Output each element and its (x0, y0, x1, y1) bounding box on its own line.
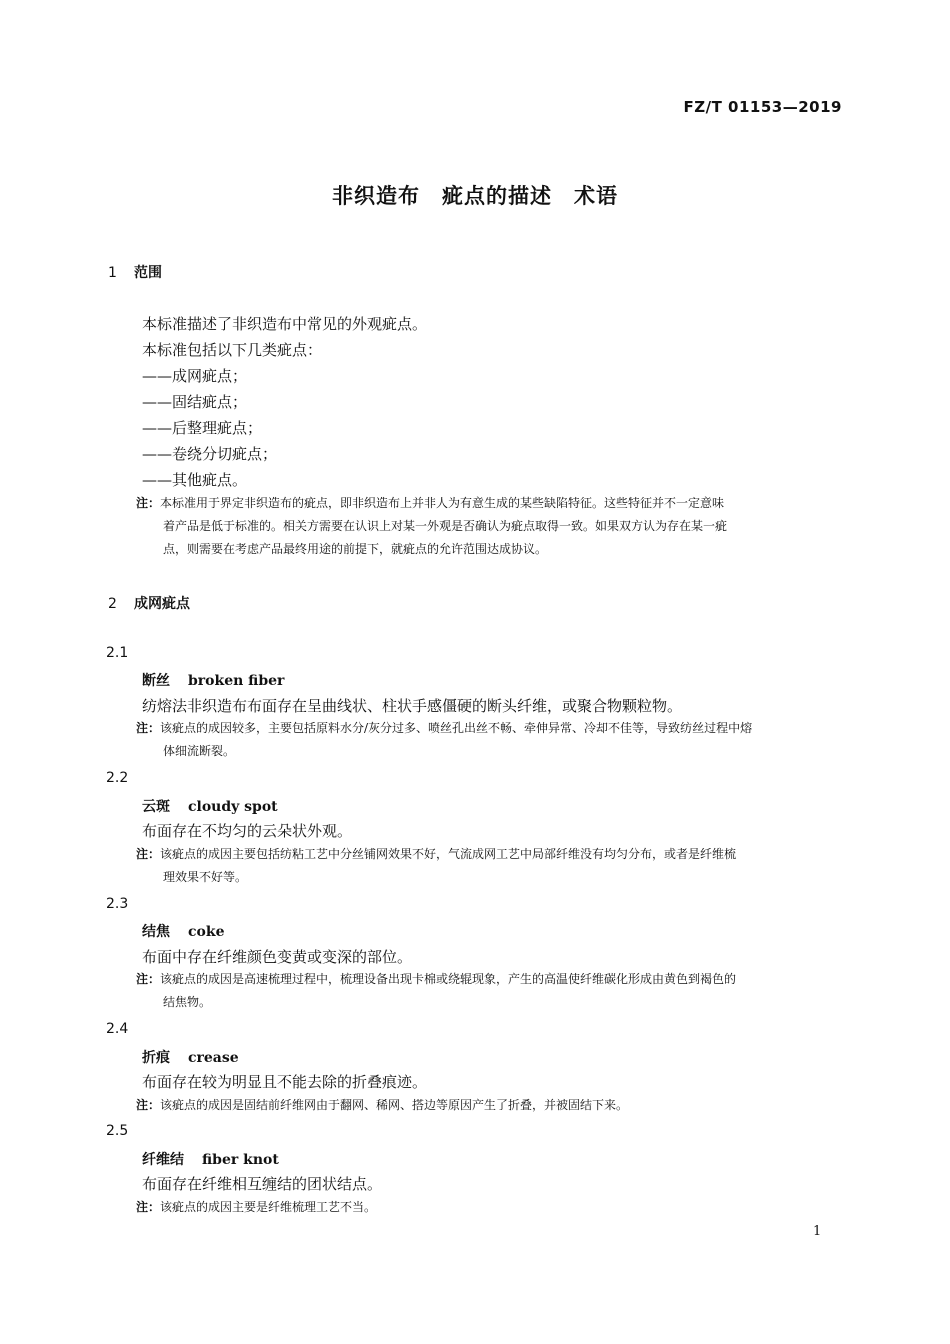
note-text: 该疵点的成因较多，主要包括原料水分/灰分过多、喷丝孔出丝不畅、牵伸异常、冷却不佳等，导致纺丝过程中熔 (160, 721, 753, 735)
term-heading (142, 796, 278, 816)
clause-number: 2.2 (106, 770, 129, 786)
clause-number: 2.5 (106, 1123, 129, 1139)
term-heading (142, 1047, 239, 1067)
note-text: 该疵点的成因主要是纤维梳理工艺不当。 (160, 1200, 377, 1214)
term-chinese: 纤维结 (142, 1152, 184, 1168)
note-text: 点，则需要在考虑产品最终用途的前提下，就疵点的允许范围达成协议。 (163, 542, 548, 556)
scope-paragraph-2: 本标准包括以下几类疵点： (142, 341, 323, 359)
list-item: ——卷绕分切疵点； (142, 445, 278, 463)
term-english: crease (188, 1050, 239, 1066)
note-text: 体细流断裂。 (163, 744, 236, 758)
page-number: 1 (813, 1224, 822, 1239)
term-heading (142, 670, 284, 690)
section-title: 范围 (134, 265, 162, 281)
note-label: 注： (136, 496, 161, 510)
standard-code: FZ/T 01153—2019 (683, 98, 842, 116)
term-definition: 布面中存在纤维颜色变黄或变深的部位。 (142, 948, 413, 966)
list-item: ——固结疵点； (142, 393, 248, 411)
term-english: broken fiber (188, 673, 285, 689)
term-english: coke (188, 924, 225, 940)
note-text: 该疵点的成因是高速梳理过程中，梳理设备出现卡棉或绕辊现象，产生的高温使纤维碳化形成由黄色到褐色的 (160, 972, 737, 986)
note-text: 理效果不好等。 (163, 870, 248, 884)
term-chinese: 折痕 (142, 1050, 170, 1066)
section-2-heading (108, 593, 190, 613)
clause-number: 2.1 (106, 645, 129, 661)
term-chinese: 断丝 (142, 673, 170, 689)
list-item: ——成网疵点； (142, 367, 248, 385)
list-item: ——其他疵点。 (142, 471, 248, 489)
document-title: 非织造布 疵点的描述 术语 (332, 184, 618, 208)
section-number: 2 (108, 596, 117, 612)
note-label: 注： (136, 721, 161, 735)
term-definition: 布面存在较为明显且不能去除的折叠痕迹。 (142, 1073, 428, 1091)
scope-paragraph-1: 本标准描述了非织造布中常见的外观疵点。 (142, 315, 428, 333)
term-chinese: 结焦 (142, 924, 170, 940)
section-1-heading (108, 262, 162, 282)
term-note (136, 1196, 842, 1219)
term-note (136, 843, 842, 889)
term-note (136, 968, 842, 1014)
scope-note (136, 492, 842, 561)
note-text: 着产品是低于标准的。相关方需要在认识上对某一外观是否确认为疵点取得一致。如果双方认为存在某一疵 (163, 519, 728, 533)
term-heading (142, 921, 224, 941)
term-definition: 布面存在纤维相互缠结的团状结点。 (142, 1175, 383, 1193)
section-title: 成网疵点 (134, 596, 190, 612)
term-definition: 布面存在不均匀的云朵状外观。 (142, 822, 353, 840)
note-text: 结焦物。 (163, 995, 212, 1009)
term-chinese: 云斑 (142, 799, 170, 815)
note-text: 该疵点的成因主要包括纺粘工艺中分丝铺网效果不好，气流成网工艺中局部纤维没有均匀分布，或者是纤维梳 (160, 847, 737, 861)
term-english: fiber knot (202, 1152, 279, 1168)
term-note (136, 717, 842, 763)
term-heading (142, 1149, 279, 1169)
term-definition: 纺熔法非织造布布面存在呈曲线状、柱状手感僵硬的断头纤维，或聚合物颗粒物。 (142, 697, 683, 715)
note-label: 注： (136, 847, 161, 861)
note-label: 注： (136, 1200, 161, 1214)
clause-number: 2.4 (106, 1021, 129, 1037)
note-text: 该疵点的成因是固结前纤维网由于翻网、稀网、搭边等原因产生了折叠，并被固结下来。 (160, 1098, 629, 1112)
term-english: cloudy spot (188, 799, 278, 815)
term-note (136, 1094, 842, 1117)
list-item: ——后整理疵点； (142, 419, 263, 437)
note-label: 注： (136, 1098, 161, 1112)
note-label: 注： (136, 972, 161, 986)
section-number: 1 (108, 265, 117, 281)
clause-number: 2.3 (106, 896, 129, 912)
note-text: 本标准用于界定非织造布的疵点，即非织造布上并非人为有意生成的某些缺陷特征。这些特征并不一定意味 (160, 496, 725, 510)
